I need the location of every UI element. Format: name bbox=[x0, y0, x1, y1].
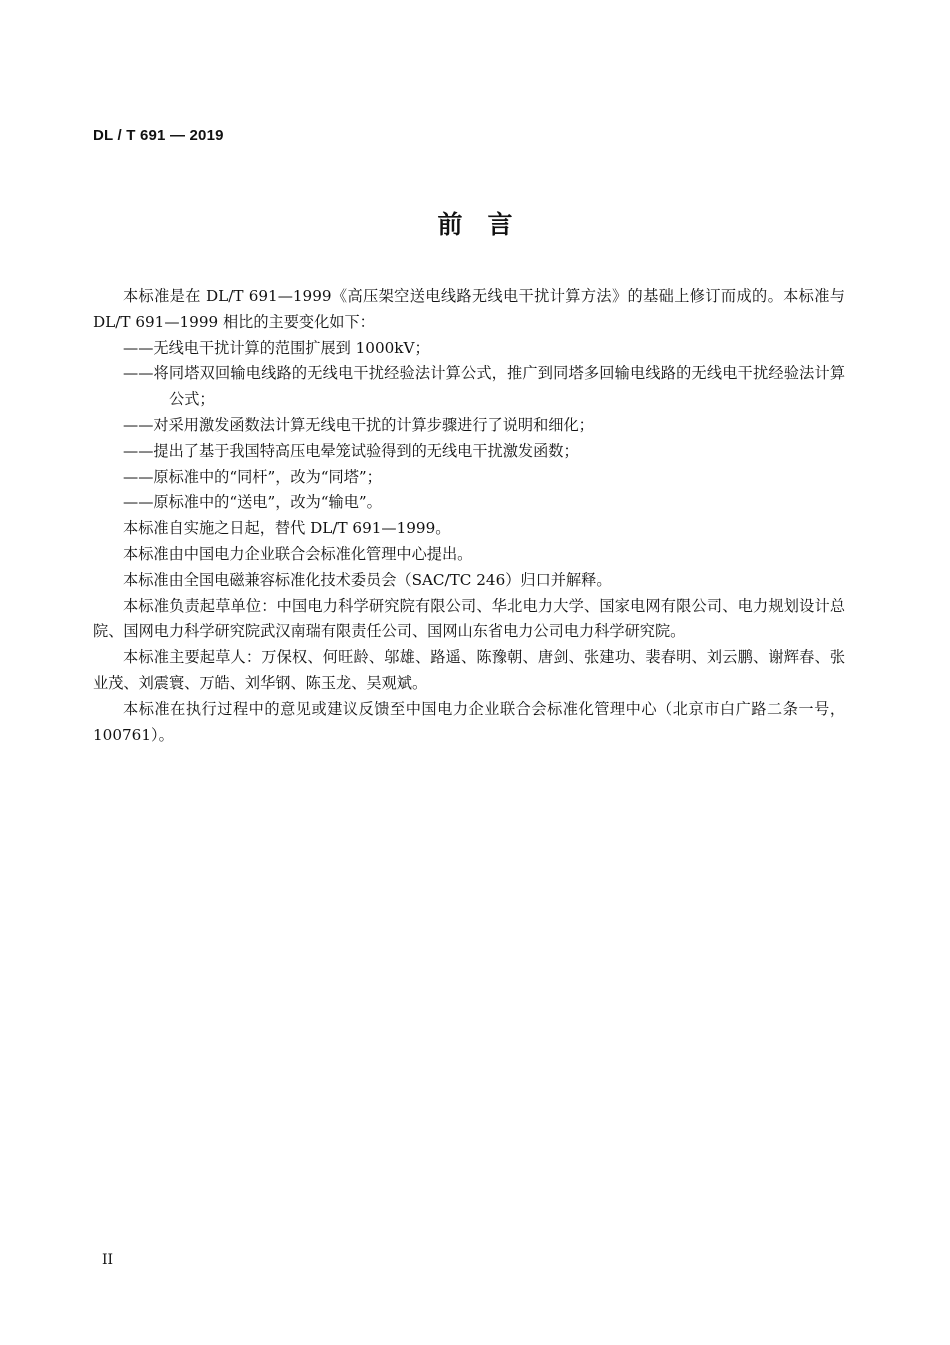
drafters-paragraph: 本标准主要起草人：万保权、何旺龄、邬雄、路遥、陈豫朝、唐剑、张建功、裴春明、刘云鹏、谢辉春、张业茂、刘震寰、万皓、刘华钢、陈玉龙、吴观斌。 bbox=[93, 648, 845, 692]
change-item: ——提出了基于我国特高压电晕笼试验得到的无线电干扰激发函数； bbox=[123, 441, 579, 460]
page-number: II bbox=[102, 1252, 114, 1268]
change-item: ——原标准中的“送电”，改为“输电”。 bbox=[123, 493, 382, 512]
standard-code: DL / T 691 — 2019 bbox=[93, 127, 224, 144]
proposed-paragraph: 本标准由中国电力企业联合会标准化管理中心提出。 bbox=[123, 544, 473, 563]
change-item: ——将同塔双回输电线路的无线电干扰经验法计算公式，推广到同塔多回输电线路的无线电干扰经验法计算公式； bbox=[123, 364, 845, 409]
change-item: ——原标准中的“同杆”，改为“同塔”； bbox=[123, 467, 382, 486]
drafting-units-paragraph: 本标准负责起草单位：中国电力科学研究院有限公司、华北电力大学、国家电网有限公司、电力规划设计总院、国网电力科学研究院武汉南瑞有限责任公司、国网山东省电力公司电力科学研究院。 bbox=[93, 596, 845, 641]
managed-paragraph: 本标准由全国电磁兼容标准化技术委员会（SAC/TC 246）归口并解释。 bbox=[123, 570, 612, 589]
feedback-paragraph: 本标准在执行过程中的意见或建议反馈至中国电力企业联合会标准化管理中心（北京市白广路二条一号，100761）。 bbox=[93, 699, 845, 744]
intro-paragraph: 本标准是在 DL/T 691—1999《高压架空送电线路无线电干扰计算方法》的基础上修订而成的。本标准与 DL/T 691—1999 相比的主要变化如下： bbox=[93, 287, 845, 331]
section-title: 前 言 bbox=[437, 210, 513, 239]
change-item: ——无线电干扰计算的范围扩展到 1000kV； bbox=[123, 338, 430, 357]
change-item: ——对采用激发函数法计算无线电干扰的计算步骤进行了说明和细化； bbox=[123, 415, 594, 434]
replace-paragraph: 本标准自实施之日起，替代 DL/T 691—1999。 bbox=[123, 519, 451, 538]
preface-body bbox=[93, 284, 845, 748]
